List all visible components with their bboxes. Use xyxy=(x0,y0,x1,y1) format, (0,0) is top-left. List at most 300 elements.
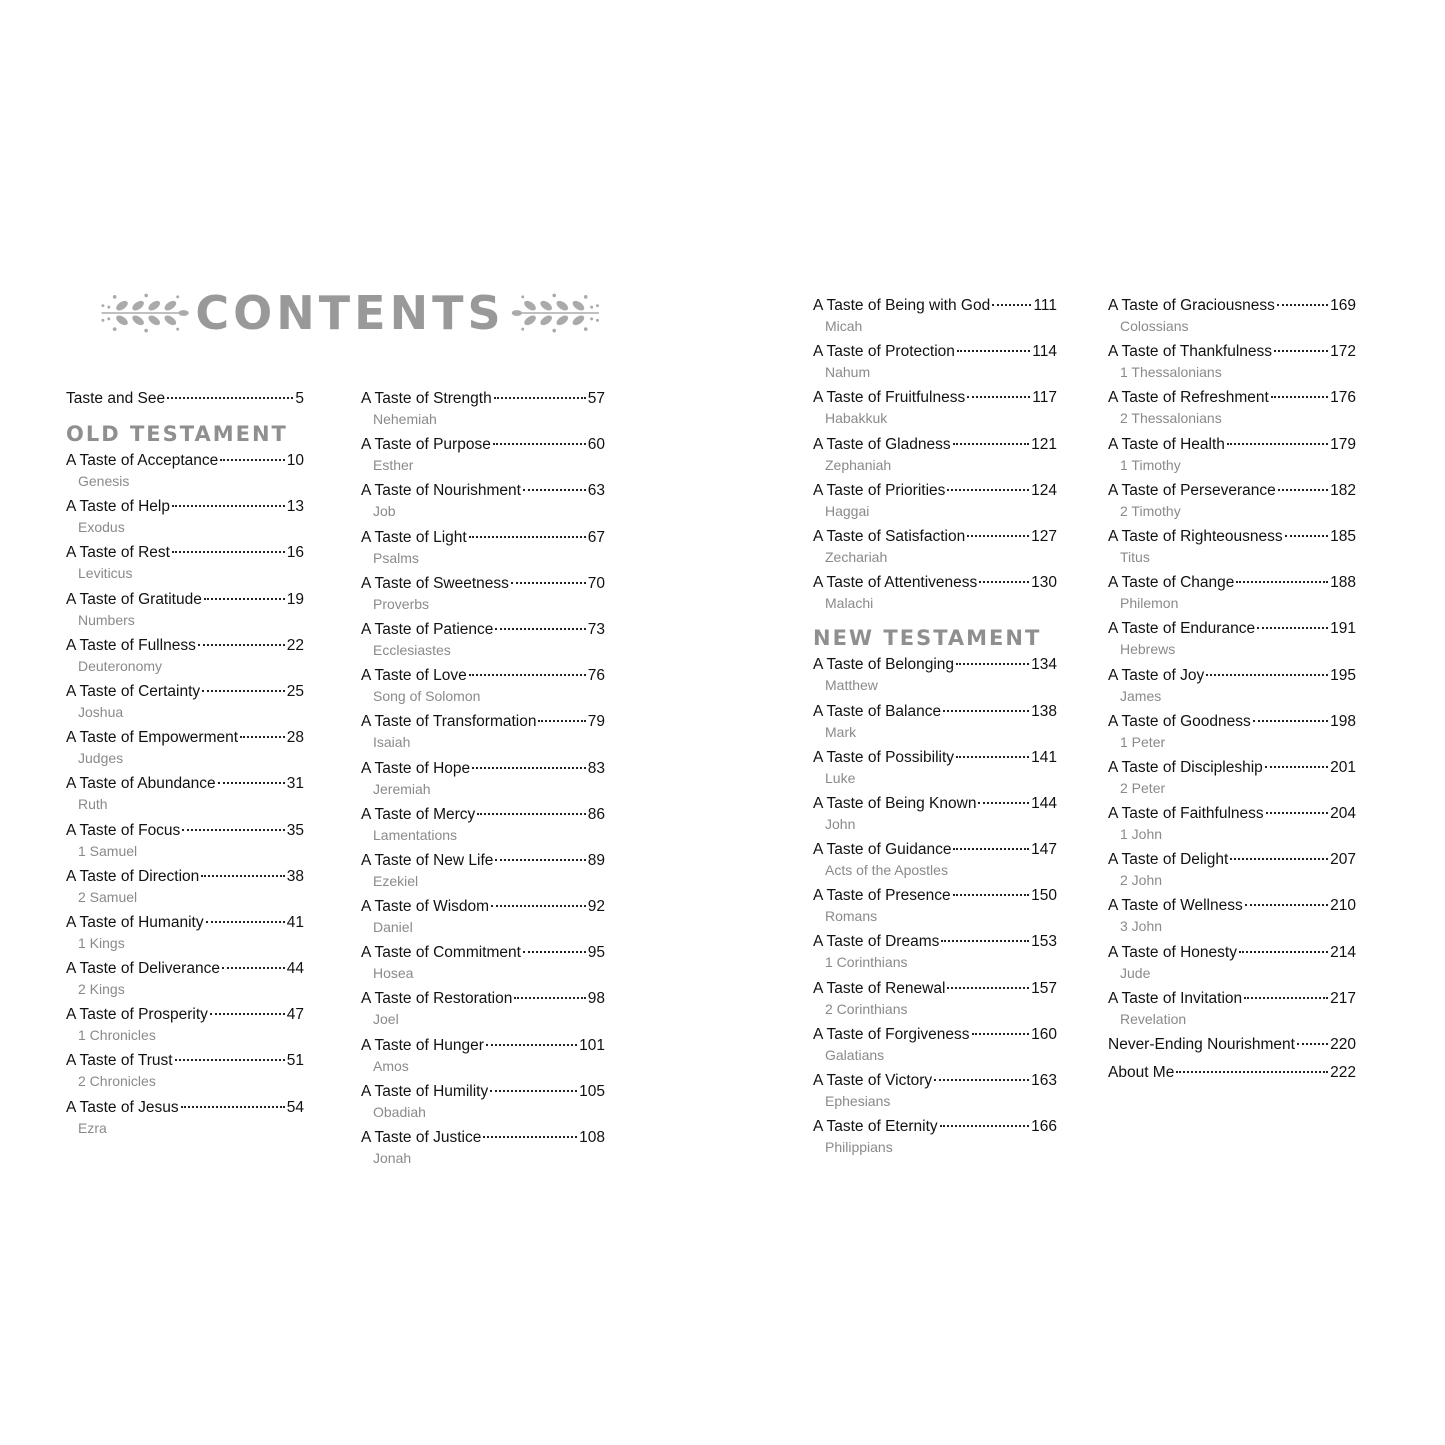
toc-entry[interactable] xyxy=(1108,341,1356,387)
toc-entry[interactable] xyxy=(813,295,1057,341)
entry-book: Jude xyxy=(1120,964,1151,981)
entry-page: 153 xyxy=(1031,933,1057,951)
entry-page: 63 xyxy=(587,482,605,500)
entry-book: Joshua xyxy=(78,703,124,720)
leader-dots xyxy=(1266,812,1328,814)
entry-row xyxy=(66,1050,304,1072)
leader-dots xyxy=(1257,627,1328,629)
toc-entry[interactable] xyxy=(813,434,1057,480)
entry-row xyxy=(813,480,1057,502)
entry-page: 70 xyxy=(587,574,605,592)
entry-row xyxy=(1108,988,1356,1010)
entry-row xyxy=(361,1081,605,1103)
entry-row xyxy=(813,434,1057,456)
entry-row xyxy=(1108,434,1356,456)
leader-dots xyxy=(494,397,586,399)
toc-entry[interactable] xyxy=(1108,942,1356,988)
toc-entry[interactable] xyxy=(66,1050,304,1096)
entry-book: John xyxy=(825,815,856,832)
entry-title: A Taste of Rest xyxy=(66,544,170,562)
entry-row xyxy=(66,496,304,518)
entry-book: Hosea xyxy=(373,965,414,982)
toc-entry[interactable] xyxy=(1108,295,1356,341)
entry-page: 201 xyxy=(1330,758,1356,776)
toc-entry[interactable] xyxy=(813,572,1057,618)
toc-entry[interactable] xyxy=(813,341,1057,387)
entry-book: Luke xyxy=(825,769,856,786)
entry-book: 2 Corinthians xyxy=(825,1000,908,1017)
toc-entry[interactable] xyxy=(1108,757,1356,803)
toc-entry[interactable] xyxy=(361,850,605,896)
entry-row xyxy=(66,450,304,472)
entry-row xyxy=(1108,757,1356,779)
toc-closing-list xyxy=(1108,1034,1356,1090)
entry-row xyxy=(813,572,1057,594)
entry-title: A Taste of Righteousness xyxy=(1108,527,1283,545)
entry-row xyxy=(1108,1034,1356,1056)
entry-page: 179 xyxy=(1330,435,1356,453)
leader-dots xyxy=(967,396,1030,398)
entry-page: 157 xyxy=(1031,979,1057,997)
toc-entry[interactable] xyxy=(1108,665,1356,711)
entry-page: 95 xyxy=(587,944,605,962)
entry-book: Mark xyxy=(825,723,857,740)
entry-book: 3 John xyxy=(1120,918,1163,935)
entry-title: A Taste of Renewal xyxy=(813,979,946,997)
entry-book: Philippians xyxy=(825,1139,893,1156)
entry-book: Joel xyxy=(373,1011,399,1028)
entry-page: 83 xyxy=(587,759,605,777)
entry-row xyxy=(813,701,1057,723)
entry-row xyxy=(361,896,605,918)
toc-entry[interactable] xyxy=(813,701,1057,747)
entry-page: 60 xyxy=(587,436,605,454)
entry-book: Galatians xyxy=(825,1046,885,1063)
leader-dots xyxy=(175,1059,285,1061)
entry-page: 166 xyxy=(1031,1118,1057,1136)
entry-title: A Taste of Humanity xyxy=(66,913,204,931)
entry-row xyxy=(1108,942,1356,964)
toc-entry[interactable] xyxy=(66,912,304,958)
entry-page: 207 xyxy=(1330,851,1356,869)
entry-row xyxy=(1108,849,1356,871)
toc-entry[interactable] xyxy=(66,1004,304,1050)
entry-book: Matthew xyxy=(825,677,878,694)
entry-title: A Taste of Help xyxy=(66,498,170,516)
entry-row xyxy=(813,885,1057,907)
entry-row xyxy=(361,1035,605,1057)
entry-row xyxy=(361,573,605,595)
entry-row xyxy=(1108,341,1356,363)
toc-entry[interactable] xyxy=(361,388,605,434)
entry-title: A Taste of Strength xyxy=(361,390,492,407)
entry-page: 222 xyxy=(1330,1064,1356,1081)
toc-entry[interactable] xyxy=(66,820,304,866)
toc-entry[interactable] xyxy=(813,1116,1057,1162)
leader-dots xyxy=(992,304,1031,306)
entry-book: Haggai xyxy=(825,502,870,519)
toc-entry[interactable] xyxy=(361,804,605,850)
entry-book: Ecclesiastes xyxy=(373,641,451,658)
toc-entry[interactable] xyxy=(66,589,304,635)
entry-page: 13 xyxy=(286,498,304,516)
entry-row xyxy=(66,866,304,888)
leader-dots xyxy=(1297,1043,1328,1045)
toc-entry[interactable] xyxy=(361,573,605,619)
entry-page: 114 xyxy=(1032,343,1057,361)
entry-row xyxy=(66,820,304,842)
entry-book: Ephesians xyxy=(825,1093,891,1109)
entry-page: 182 xyxy=(1330,481,1356,499)
toc-entry[interactable] xyxy=(66,773,304,819)
entry-title: A Taste of Sweetness xyxy=(361,574,509,592)
toc-entry[interactable] xyxy=(813,747,1057,793)
entry-row xyxy=(813,931,1057,953)
entry-title: A Taste of Guidance xyxy=(813,841,952,859)
entry-page: 38 xyxy=(286,867,304,885)
entry-row xyxy=(813,1070,1057,1092)
entry-book: James xyxy=(1120,687,1162,704)
entry-book: 2 John xyxy=(1120,872,1163,889)
entry-title: A Taste of Perseverance xyxy=(1108,481,1276,499)
toc-entry[interactable] xyxy=(361,942,605,988)
entry-page: 101 xyxy=(579,1036,605,1054)
leader-dots xyxy=(1176,1071,1328,1073)
entry-row xyxy=(813,839,1057,861)
entry-title: A Taste of Balance xyxy=(813,702,942,720)
toc-entry[interactable] xyxy=(1108,572,1356,618)
entry-row xyxy=(361,942,605,964)
toc-column-2 xyxy=(361,388,605,1173)
toc-column-4 xyxy=(1108,295,1356,1090)
entry-title: A Taste of Focus xyxy=(66,821,181,839)
entry-book: Acts of the Apostles xyxy=(825,862,948,879)
entry-page: 10 xyxy=(286,452,304,469)
entry-title: A Taste of Direction xyxy=(66,867,200,885)
leader-dots xyxy=(1245,904,1328,906)
entry-title: A Taste of Honesty xyxy=(1108,943,1237,961)
entry-book: Exodus xyxy=(78,519,125,536)
leader-dots xyxy=(979,581,1029,583)
entry-book: 1 Thessalonians xyxy=(1120,364,1222,381)
toc-list xyxy=(66,450,304,1143)
entry-title: A Taste of Gratitude xyxy=(66,590,202,608)
entry-row xyxy=(361,480,605,502)
entry-title: A Taste of Priorities xyxy=(813,481,946,499)
toc-entry[interactable] xyxy=(1108,387,1356,433)
entry-title: A Taste of Refreshment xyxy=(1108,389,1269,407)
leader-dots xyxy=(198,644,285,646)
entry-title: A Taste of Forgiveness xyxy=(813,1025,970,1043)
entry-row xyxy=(66,912,304,934)
entry-title: A Taste of Light xyxy=(361,528,467,546)
entry-row xyxy=(813,978,1057,1000)
entry-row xyxy=(1108,1062,1356,1084)
entry-title: A Taste of Certainty xyxy=(66,682,201,700)
entry-book: Ezekiel xyxy=(373,872,419,889)
entry-row xyxy=(361,388,605,410)
entry-page: 89 xyxy=(587,851,605,869)
entry-title: A Taste of Love xyxy=(361,667,467,685)
entry-row xyxy=(813,793,1057,815)
leader-dots xyxy=(204,598,285,600)
leader-dots xyxy=(1206,674,1328,676)
entry-page: 214 xyxy=(1330,943,1356,961)
entry-row xyxy=(813,295,1057,317)
leader-dots xyxy=(514,997,585,999)
toc-entry[interactable] xyxy=(361,758,605,804)
entry-book: Jonah xyxy=(373,1150,412,1166)
section-new-testament: NEW TESTAMENT xyxy=(813,626,1042,651)
toc-entry[interactable] xyxy=(66,866,304,912)
leader-dots xyxy=(182,829,284,831)
entry-title: A Taste of Deliverance xyxy=(66,960,220,978)
entry-title: A Taste of Hope xyxy=(361,759,471,777)
entry-page: 130 xyxy=(1031,574,1057,592)
entry-page: 117 xyxy=(1032,389,1057,407)
leader-dots xyxy=(201,875,284,877)
entry-page: 5 xyxy=(295,390,304,407)
entry-row xyxy=(361,665,605,687)
entry-row xyxy=(361,527,605,549)
entry-page: 54 xyxy=(286,1098,304,1116)
entry-title: A Taste of Mercy xyxy=(361,805,476,823)
entry-row xyxy=(66,1097,304,1119)
entry-title: About Me xyxy=(1108,1064,1175,1081)
entry-title: A Taste of New Life xyxy=(361,851,494,869)
toc-entry[interactable] xyxy=(361,988,605,1034)
toc-entry[interactable] xyxy=(813,885,1057,931)
toc-entry[interactable] xyxy=(1108,480,1356,526)
entry-book: Song of Solomon xyxy=(373,688,481,705)
entry-row xyxy=(361,1127,605,1149)
entry-book: Obadiah xyxy=(373,1103,426,1120)
entry-title: A Taste of Nourishment xyxy=(361,482,521,500)
entry-page: 147 xyxy=(1031,841,1057,859)
entry-title: A Taste of Empowerment xyxy=(66,729,239,747)
leader-dots xyxy=(940,1125,1029,1127)
toc-entry[interactable] xyxy=(66,958,304,1004)
entry-row xyxy=(813,526,1057,548)
entry-title: A Taste of Health xyxy=(1108,435,1225,453)
toc-entry[interactable] xyxy=(813,526,1057,572)
toc-entry[interactable] xyxy=(66,542,304,588)
entry-page: 16 xyxy=(286,544,304,562)
entry-book: Genesis xyxy=(78,473,130,489)
entry-title: A Taste of Joy xyxy=(1108,666,1205,684)
toc-entry[interactable] xyxy=(813,480,1057,526)
toc-list xyxy=(1108,295,1356,1034)
leader-dots xyxy=(218,782,285,784)
leader-dots xyxy=(172,551,285,553)
leader-dots xyxy=(220,459,285,461)
entry-row xyxy=(1108,665,1356,687)
leader-dots xyxy=(953,443,1030,445)
toc-entry[interactable] xyxy=(813,793,1057,839)
entry-book: Romans xyxy=(825,908,878,925)
entry-book: Daniel xyxy=(373,919,413,936)
entry-row xyxy=(66,635,304,657)
toc-entry[interactable] xyxy=(1108,434,1356,480)
entry-page: 204 xyxy=(1330,805,1356,823)
entry-page: 76 xyxy=(587,667,605,685)
toc-entry[interactable] xyxy=(361,1081,605,1127)
entry-book: Zechariah xyxy=(825,548,888,565)
section-old-testament: OLD TESTAMENT xyxy=(66,422,288,446)
entry-row xyxy=(1108,803,1356,825)
entry-page: 44 xyxy=(286,960,304,978)
toc-entry[interactable] xyxy=(813,387,1057,433)
entry-book: Isaiah xyxy=(373,734,411,751)
entry-book: Judges xyxy=(78,750,124,767)
leader-dots xyxy=(483,1136,577,1138)
entry-title: A Taste of Eternity xyxy=(813,1118,938,1136)
entry-row xyxy=(66,727,304,749)
toc-list xyxy=(813,654,1057,1162)
leader-dots xyxy=(953,894,1030,896)
leader-dots xyxy=(486,1044,577,1046)
toc-entry[interactable] xyxy=(1108,849,1356,895)
toc-entry[interactable] xyxy=(361,665,605,711)
entry-title: A Taste of Change xyxy=(1108,574,1235,592)
leader-dots xyxy=(943,710,1029,712)
toc-entry[interactable] xyxy=(66,1097,304,1143)
leader-dots xyxy=(956,663,1029,665)
entry-page: 31 xyxy=(286,775,304,793)
leader-dots xyxy=(1274,350,1328,352)
toc-entry[interactable] xyxy=(361,1127,605,1173)
entry-page: 176 xyxy=(1330,389,1356,407)
toc-entry[interactable] xyxy=(361,619,605,665)
entry-book: Amos xyxy=(373,1057,409,1074)
entry-page: 217 xyxy=(1330,989,1356,1007)
leader-dots xyxy=(493,443,586,445)
toc-entry[interactable] xyxy=(361,896,605,942)
entry-book: 2 Kings xyxy=(78,981,125,998)
leader-dots xyxy=(1271,396,1328,398)
entry-book: Nahum xyxy=(825,364,871,381)
entry-row xyxy=(1108,526,1356,548)
entry-book: 2 Timothy xyxy=(1120,502,1181,519)
leader-dots xyxy=(469,674,586,676)
leader-dots xyxy=(240,736,285,738)
entry-page: 169 xyxy=(1330,297,1356,314)
entry-book: 2 Chronicles xyxy=(78,1073,156,1090)
toc-entry[interactable] xyxy=(1108,895,1356,941)
toc-entry[interactable] xyxy=(66,681,304,727)
entry-title: A Taste of Restoration xyxy=(361,990,513,1008)
toc-entry[interactable] xyxy=(1108,526,1356,572)
toc-entry[interactable] xyxy=(1108,1034,1356,1062)
entry-page: 172 xyxy=(1330,343,1356,361)
entry-title: A Taste of Victory xyxy=(813,1072,933,1089)
entry-title: A Taste of Commitment xyxy=(361,944,521,962)
toc-entry[interactable] xyxy=(813,654,1057,700)
entry-title: A Taste of Invitation xyxy=(1108,989,1243,1007)
entry-row xyxy=(361,434,605,456)
toc-entry[interactable] xyxy=(66,727,304,773)
entry-title: A Taste of Hunger xyxy=(361,1036,484,1054)
toc-entry[interactable] xyxy=(361,1035,605,1081)
entry-book: Ruth xyxy=(78,796,108,813)
toc-entry[interactable] xyxy=(1108,618,1356,664)
entry-page: 124 xyxy=(1031,481,1057,499)
entry-book: Esther xyxy=(373,457,414,474)
entry-page: 121 xyxy=(1031,435,1057,453)
entry-row xyxy=(66,958,304,980)
toc-entry[interactable] xyxy=(813,1070,1057,1116)
entry-page: 163 xyxy=(1031,1072,1057,1089)
entry-row xyxy=(66,1004,304,1026)
entry-row xyxy=(813,1024,1057,1046)
leader-dots xyxy=(947,489,1029,491)
leader-dots xyxy=(1239,951,1328,953)
leader-dots xyxy=(941,940,1029,942)
entry-book: 1 Chronicles xyxy=(78,1027,156,1044)
leader-dots xyxy=(495,628,585,630)
toc-entry[interactable] xyxy=(66,496,304,542)
entry-title: A Taste of Humility xyxy=(361,1082,489,1100)
leader-dots xyxy=(1227,443,1328,445)
leader-dots xyxy=(202,690,285,692)
entry-book: Habakkuk xyxy=(825,410,888,427)
toc-entry[interactable] xyxy=(1108,803,1356,849)
entry-page: 22 xyxy=(286,636,304,654)
toc-entry[interactable] xyxy=(813,978,1057,1024)
leader-dots xyxy=(167,397,293,399)
toc-entry[interactable] xyxy=(813,931,1057,977)
entry-title: A Taste of Trust xyxy=(66,1052,173,1070)
toc-entry[interactable] xyxy=(1108,988,1356,1034)
toc-entry[interactable] xyxy=(361,527,605,573)
toc-entry[interactable] xyxy=(1108,1062,1356,1090)
toc-entry[interactable] xyxy=(361,434,605,480)
entry-page: 138 xyxy=(1031,702,1057,720)
toc-entry[interactable] xyxy=(361,711,605,757)
toc-entry[interactable] xyxy=(1108,711,1356,757)
entry-book: Jeremiah xyxy=(373,780,431,797)
entry-title: A Taste of Justice xyxy=(361,1129,482,1146)
entry-page: 111 xyxy=(1033,297,1057,314)
entry-row xyxy=(813,747,1057,769)
entry-row xyxy=(361,804,605,826)
entry-row xyxy=(361,619,605,641)
toc-entry[interactable] xyxy=(66,450,304,496)
entry-page: 150 xyxy=(1031,887,1057,905)
entry-page: 51 xyxy=(286,1052,304,1070)
entry-page: 98 xyxy=(587,990,605,1008)
entry-title: A Taste of Discipleship xyxy=(1108,758,1263,776)
entry-row xyxy=(813,1116,1057,1138)
toc-entry[interactable] xyxy=(66,635,304,681)
entry-book: Lamentations xyxy=(373,826,458,843)
entry-book: Micah xyxy=(825,318,863,334)
entry-page: 210 xyxy=(1330,897,1356,915)
entry-book: Numbers xyxy=(78,611,135,628)
toc-entry[interactable] xyxy=(813,839,1057,885)
entry-page: 220 xyxy=(1330,1036,1356,1053)
toc-entry[interactable] xyxy=(813,1024,1057,1070)
entry-title: A Taste of Endurance xyxy=(1108,620,1256,638)
entry-page: 47 xyxy=(286,1006,304,1024)
leader-dots xyxy=(523,489,586,491)
leader-dots xyxy=(1236,581,1328,583)
entry-row xyxy=(66,681,304,703)
entry-title: Never-Ending Nourishment xyxy=(1108,1036,1295,1053)
toc-entry-intro[interactable] xyxy=(66,388,304,416)
entry-book: 2 Thessalonians xyxy=(1120,410,1222,427)
toc-entry[interactable] xyxy=(361,480,605,526)
